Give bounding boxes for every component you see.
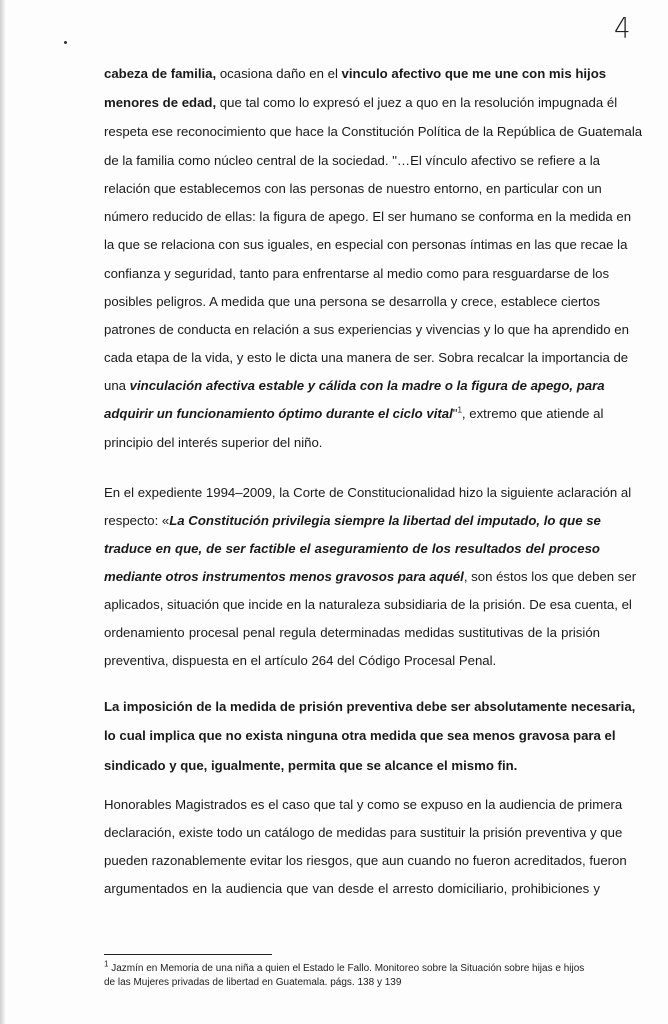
text-run: relación que establecemos con las personas de nuestro entorno, en particular con un — [104, 181, 602, 196]
text-run: " — [452, 406, 458, 421]
scan-speck — [64, 41, 67, 44]
text-run: ocasiona daño en el — [216, 66, 342, 81]
text-line — [104, 237, 628, 253]
footnote-marker: 1 — [104, 959, 109, 969]
text-line — [104, 124, 643, 140]
emphasis-text-run: menores de edad, — [104, 95, 217, 110]
text-run: argumentados en la audiencia que van desde el arresto domiciliario, prohibiciones y — [104, 881, 600, 896]
text-line — [104, 569, 637, 585]
text-line — [104, 378, 605, 394]
page-edge-shadow — [0, 0, 6, 1024]
text-run: posibles peligros. A medida que una persona se desarrolla y crece, establece ciertos — [104, 294, 600, 309]
text-line — [104, 699, 636, 715]
text-run: preventiva, dispuesta en el artículo 264 del Código Procesal Penal. — [104, 653, 497, 668]
emphasis-text-run: sindicado y que, igualmente, permita que se alcance el mismo fin. — [104, 758, 518, 773]
text-run: patrones de conducta en relación a sus experiencias y vivencias y lo que ha aprendido en — [104, 322, 629, 337]
text-line — [104, 95, 618, 111]
footnote-line-1 — [104, 959, 604, 975]
text-run: declaración, existe todo un catálogo de medidas para sustituir la prisión preventiva y que — [104, 825, 623, 840]
text-run: una — [104, 378, 130, 393]
text-line — [104, 181, 600, 197]
footnote-text: Jazmín en Memoria de una niña a quien el Estado le Fallo. Monitoreo sobre la Situación sobre hijas e hijos — [108, 963, 585, 974]
emphasis-text-run: adquirir un funcionamiento óptimo durante el ciclo vital — [104, 406, 453, 421]
footnote-separator — [104, 954, 272, 955]
text-run: número reducido de ellas: la figura de apego. El ser humano se conforma en la medida en — [104, 209, 632, 224]
emphasis-text-run: La Constitución privilegia siempre la libertad del imputado, lo que se — [169, 513, 601, 528]
text-line — [104, 350, 629, 366]
text-line — [104, 881, 600, 897]
footnote-reference: 1 — [457, 405, 462, 415]
text-line — [104, 728, 616, 744]
text-run: respecto: « — [104, 513, 170, 528]
text-line — [104, 797, 623, 813]
emphasis-text-run: mediante otros instrumentos menos gravosos para aquél — [104, 569, 464, 584]
text-run: de la familia como núcleo central de la sociedad. "…El vínculo afectivo se refiere a la — [104, 153, 600, 168]
text-line — [104, 322, 629, 338]
text-line — [104, 825, 623, 841]
text-run: , son éstos los que deben ser — [463, 569, 637, 584]
footnote-line-2: de las Mujeres privadas de libertad en Guatemala. págs. 138 y 139 — [104, 977, 402, 988]
text-line — [104, 153, 600, 169]
text-run: , extremo que atiende al — [461, 406, 604, 421]
text-line — [104, 597, 632, 613]
text-line — [104, 209, 632, 225]
text-run: confianza y seguridad, tanto para enfrentarse al medio como para resguardarse de los — [104, 266, 610, 281]
text-run: En el expediente 1994–2009, la Corte de Constitucionalidad hizo la siguiente aclaración al — [104, 485, 632, 500]
text-line — [104, 294, 600, 310]
emphasis-text-run: vinculación afectiva estable y cálida con la madre o la figura de apego, para — [129, 378, 605, 393]
emphasis-text-run: vinculo afectivo que me une con mis hijos — [341, 66, 607, 81]
emphasis-text-run: lo cual implica que no exista ninguna otra medida que sea menos gravosa para el — [104, 728, 616, 743]
text-line — [104, 513, 600, 529]
text-run: que tal como lo expresó el juez a quo en la resolución impugnada él — [216, 95, 618, 110]
text-line — [104, 266, 610, 282]
text-run: aplicados, situación que incide en la naturaleza subsidiaria de la prisión. De esa cuenta, el — [104, 597, 632, 612]
text-run: cada etapa de la vida, y esto le dicta una manera de ser. Sobra recalcar la importancia de — [104, 350, 629, 365]
text-run: respeta ese reconocimiento que hace la Constitución Política de la República de Guatemala — [104, 124, 643, 139]
text-line — [104, 405, 604, 422]
text-line — [104, 758, 600, 774]
text-run: Honorables Magistrados es el caso que tal y como se expuso en la audiencia de primera — [104, 797, 623, 812]
handwritten-page-number: 4 — [614, 12, 631, 46]
text-line — [104, 541, 600, 557]
text-line — [104, 66, 607, 82]
text-line — [104, 625, 600, 641]
text-run: pueden razonablemente evitar los riesgos, que aun cuando no fueron acreditados, fueron — [104, 853, 627, 868]
text-run: ordenamiento procesal penal regula determinadas medidas sustitutivas de la prisión — [104, 625, 600, 640]
emphasis-text-run: traduce en que, de ser factible el aseguramiento de los resultados del proceso — [104, 541, 600, 556]
text-line — [104, 653, 600, 669]
text-run: la que se relaciona con sus iguales, en especial con personas íntimas en las que recae la — [104, 237, 628, 252]
text-line — [104, 485, 632, 501]
text-line — [104, 435, 600, 451]
emphasis-text-run: cabeza de familia, — [104, 66, 217, 81]
text-line — [104, 853, 627, 869]
text-run: principio del interés superior del niño. — [104, 435, 323, 450]
emphasis-text-run: La imposición de la medida de prisión preventiva debe ser absolutamente necesaria, — [104, 699, 636, 714]
